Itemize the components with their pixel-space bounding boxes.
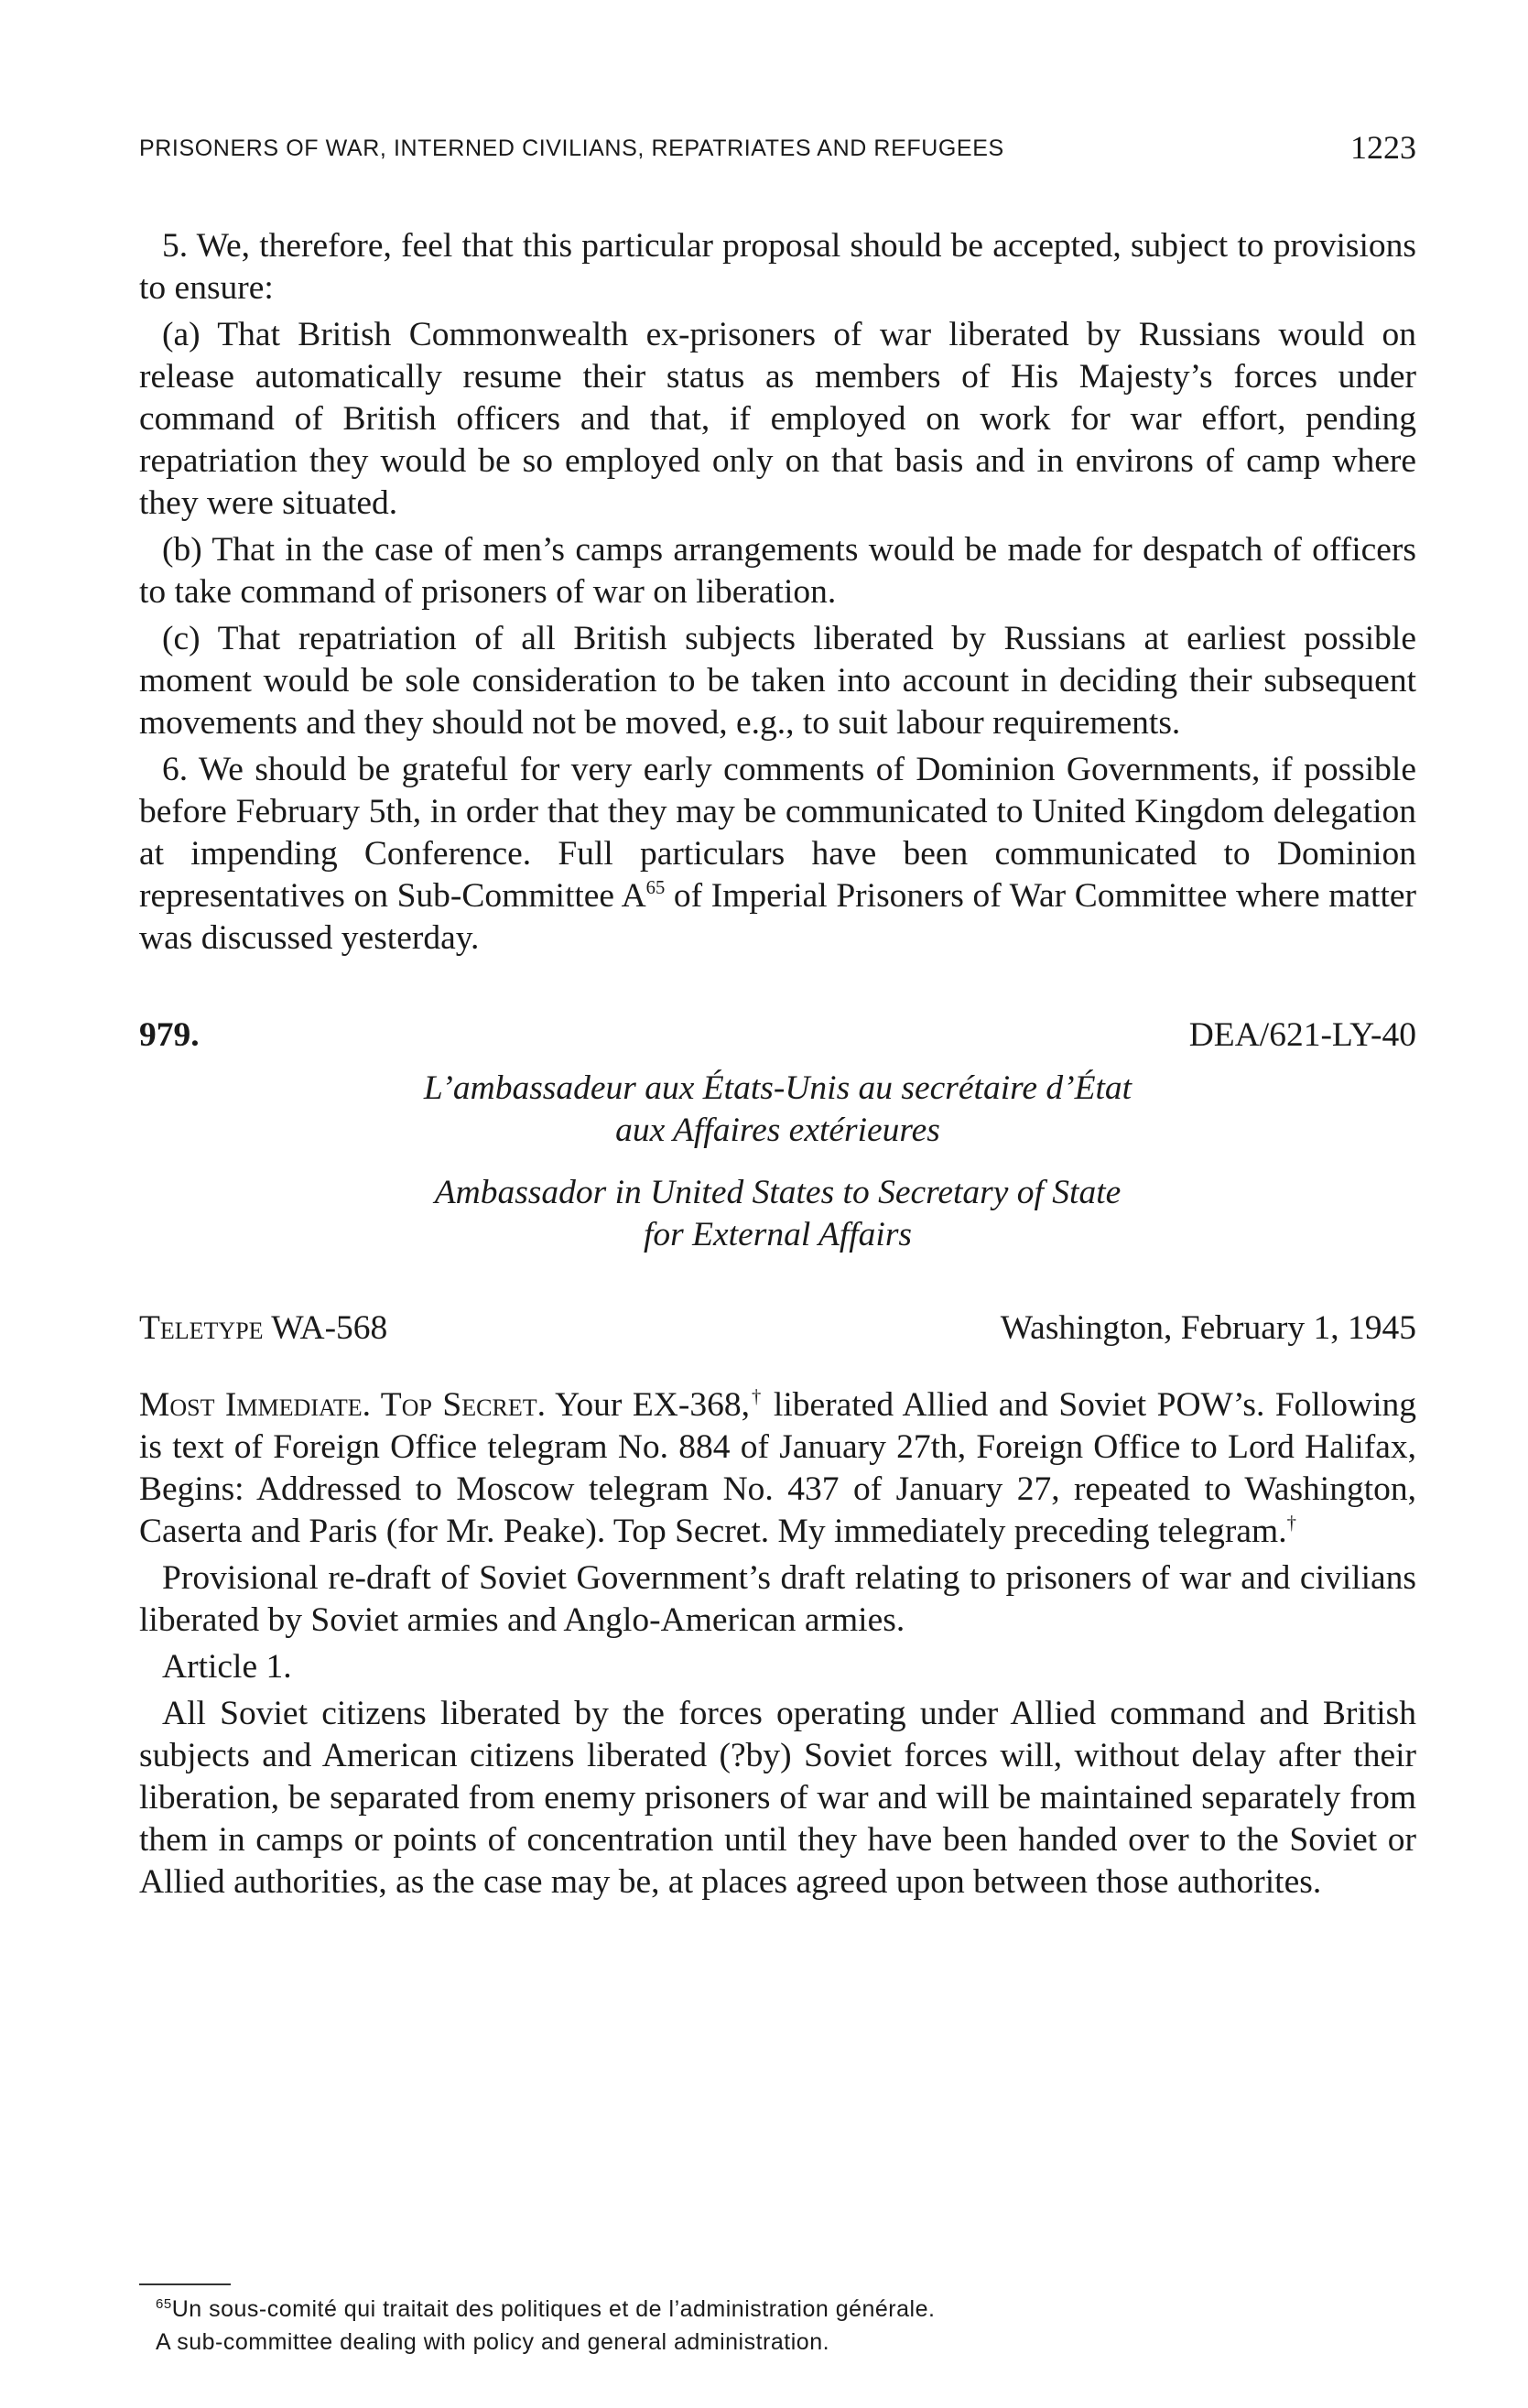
document-number: 979. (139, 1016, 200, 1054)
document-reference: DEA/621-LY-40 (1188, 1016, 1416, 1054)
footnote-number: 65 (156, 2296, 172, 2312)
title-french-line-2: aux Affaires extérieures (615, 1112, 940, 1149)
document-heading-row (139, 1014, 1416, 1057)
item-b: (b) That in the case of men’s camps arrangements would be made for despatch of officers to take command of prisoners of war on liberation. (139, 531, 1416, 611)
telegram-paragraph-2: Provisional re-draft of Soviet Government’s draft relating to prisoners of war and civilians liberated by Soviet armies and Anglo-American armies. (139, 1559, 1416, 1639)
paragraph-5: 5. We, therefore, feel that this particular proposal should be accepted, subject to provisions to ensure: (139, 227, 1416, 307)
dagger-mark-2: † (1286, 1513, 1296, 1534)
item-a: (a) That British Commonwealth ex-prisoners of war liberated by Russians would on release automatically resume their status as members of His Majesty’s forces under command of British officers and that, if employed on work for war effort, pending repatriation they would be so employed only on that basis and in environs of camp where they were situated. (139, 316, 1416, 522)
place-and-date: Washington, February 1, 1945 (1000, 1309, 1416, 1347)
telegram-paragraph-1-middle: liberated Allied and Soviet POW’s. Following is text of Foreign Office telegram No. 884 of January 27th, Foreign Office to Lord Halifax, Begins: Addressed to Moscow telegram No. 437 of January 27, repeated to Washington, Caserta and Paris (for Mr. Peake). Top Secret. My immediately preceding telegram. (139, 1386, 1417, 1550)
telegram-meta-row (139, 1307, 1416, 1350)
teletype-number: Teletype WA-568 (139, 1309, 388, 1347)
footnote-french (156, 2294, 1419, 2327)
page-header (139, 128, 1416, 174)
telegram-paragraph-1-start: Your EX-368, (545, 1386, 750, 1424)
paragraph-6 (139, 749, 1416, 960)
footnote-reference: 65 (645, 877, 666, 898)
classification: Most Immediate. Top Secret. (139, 1386, 546, 1424)
title-english-line-1: Ambassador in United States to Secretary of State (434, 1174, 1122, 1211)
running-head: PRISONERS OF WAR, INTERNED CIVILIANS, REPATRIATES AND REFUGEES (139, 136, 1004, 161)
telegram-paragraph-article-1: All Soviet citizens liberated by the forces operating under Allied command and British subjects and American citizens liberated (?by) Soviet forces will, without delay after their liberation, be separated from enemy prisoners of war and will be maintained separately from them in camps or points of concentration until they have been handed over to the Soviet or Allied authorities, as the case may be, at places agreed upon between those authorites. (139, 1695, 1416, 1901)
title-french-line-1: L’ambassadeur aux États-Unis au secrétaire d’État (423, 1069, 1132, 1107)
title-english-line-2: for External Affairs (643, 1216, 913, 1253)
paragraph-6-text-end: of Imperial Prisoners of War Committee where matter was discussed yesterday. (139, 877, 1416, 957)
page-number: 1223 (1350, 129, 1416, 166)
article-heading: Article 1. (162, 1648, 292, 1686)
footnotes (156, 2294, 1419, 2357)
footnote-french-text: Un sous-comité qui traitait des politiques et de l’administration générale. (171, 2296, 936, 2322)
item-c: (c) That repatriation of all British subjects liberated by Russians at earliest possible moment would be sole consideration to be taken into account in deciding their subsequent movements and they should not be moved, e.g., to suit labour requirements. (139, 620, 1416, 742)
body-text (139, 225, 1416, 1904)
footnote-english: A sub-committee dealing with policy and general administration. (156, 2329, 830, 2355)
telegram-paragraph-1 (139, 1384, 1416, 1553)
footnote-divider (139, 2283, 231, 2285)
dagger-mark-1: † (749, 1386, 764, 1407)
paragraph-6-text-start: 6. We should be grateful for very early comments of Dominion Governments, if possible before February 5th, in order that they may be communicated to United Kingdom delegation at impending Conference. Full particulars have been communicated to Dominion representatives on Sub-Committee A (139, 751, 1416, 915)
document-title (139, 1068, 1416, 1256)
